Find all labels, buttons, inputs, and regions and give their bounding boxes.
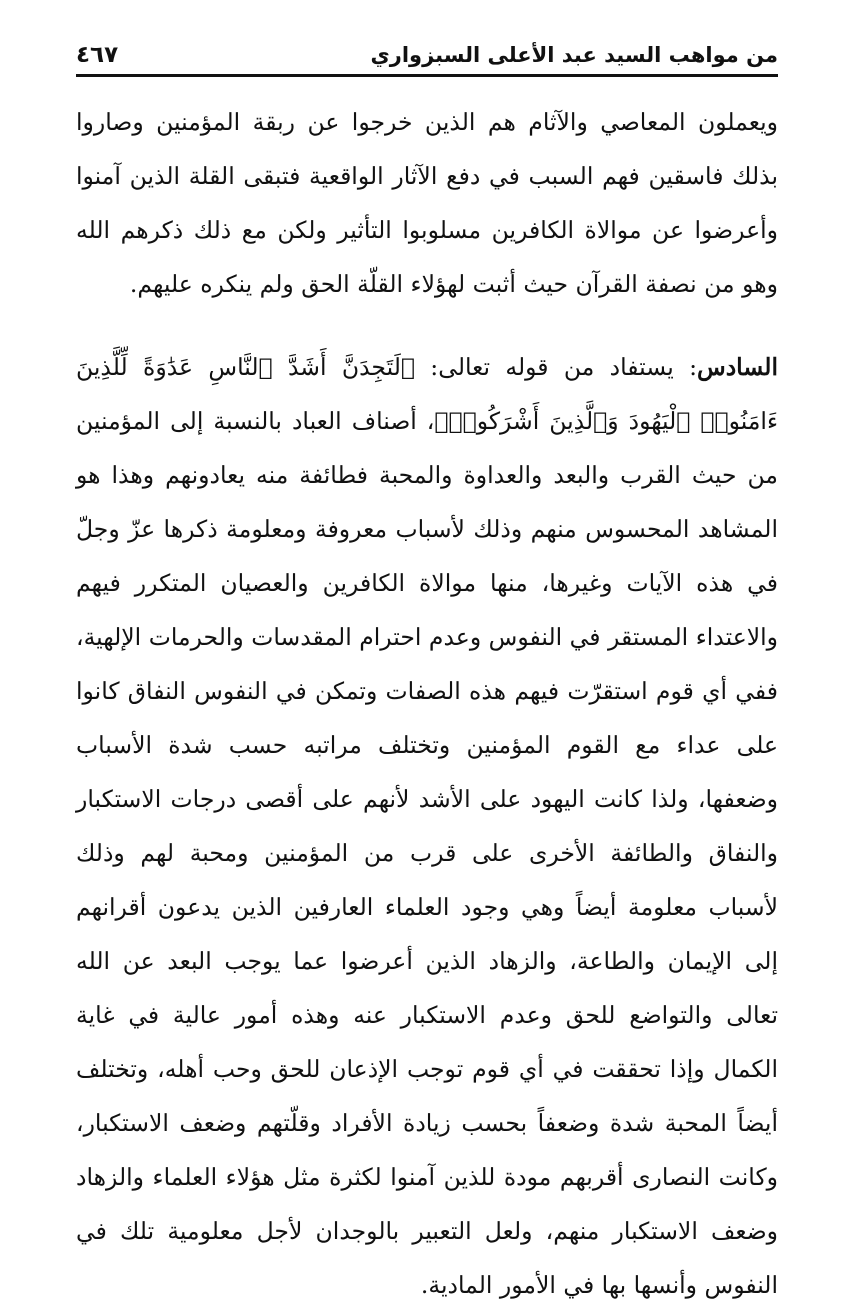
quran-verse: ﴿لَتَجِدَنَّ أَشَدَّ ٱلنَّاسِ عَدَٰوَةً لِّلَّذِينَ ءَامَنُوا۟ ٱلْيَهُودَ وَٱلَّذِينَ أَشْرَكُوا۟﴾: [76, 353, 779, 435]
paragraph-2: [76, 340, 778, 1312]
paragraph-2-lead: السادس: [697, 353, 778, 381]
header-divider: [76, 74, 778, 77]
running-header-title: من مواهب السيد عبد الأعلى السبزواري: [370, 43, 778, 67]
page-number: ٤٦٧: [76, 42, 119, 68]
paragraph-2-intro: : يستفاد من قوله تعالى:: [414, 353, 698, 381]
paragraph-1: ويعملون المعاصي والآثام هم الذين خرجوا عن ربقة المؤمنين وصاروا بذلك فاسقين فهم السبب في دفع الآثار الواقعية فتبقى القلة الذين آمنوا وأعرضوا عن موالاة الكافرين مسلوبوا التأثير ولكن مع ذلك ذكرهم الله وهو من نصفة القرآن حيث أثبت لهؤلاء القلّة الحق ولم ينكره عليهم.: [76, 108, 778, 298]
paragraph-2-body: ، أصناف العباد بالنسبة إلى المؤمنين من حيث القرب والبعد والعداوة والمحبة فطائفة منه يعادونهم وهذا هو المشاهد المحسوس منهم وذلك لأسباب معروفة ومعلومة ذكرها عزّ وجلّ في هذه الآيات وغيرها، منها موالاة الكافرين والعصيان المتكرر فيهم والاعتداء المستقر في النفوس وعدم احترام المقدسات والحرمات الإلهية، ففي أي قوم استقرّت فيهم هذه الصفات وتمكن في النفوس النفاق كانوا على عداء مع القوم المؤمنين وتختلف مراتبه حسب شدة الأسباب وضعفها، ولذا كانت اليهود على الأشد لأنهم على أقصى درجات الاستكبار والنفاق والطائفة الأخرى على قرب من المؤمنين ومحبة لهم وذلك لأسباب معلومة أيضاً وهي وجود العلماء العارفين الذين يدعون أقرانهم إلى الإيمان والطاعة، والزهاد الذين أعرضوا عما يوجب البعد عن الله تعالى والتواضع للحق وعدم الاستكبار عنه وهذه أمور عالية في غاية الكمال وإذا تحققت في أي قوم توجب الإذعان للحق وحب أهله، وتختلف أيضاً المحبة شدة وضعفاً بحسب زيادة الأفراد وقلّتهم وضعف الاستكبار، وكانت النصارى أقربهم مودة للذين آمنوا لكثرة مثل هؤلاء العلماء والزهاد وضعف الاستكبار منهم، ولعل التعبير بالوجدان لأجل معلومية تلك في النفوس وأنسها بها في الأمور المادية.: [76, 407, 778, 1299]
running-header: [76, 30, 778, 70]
